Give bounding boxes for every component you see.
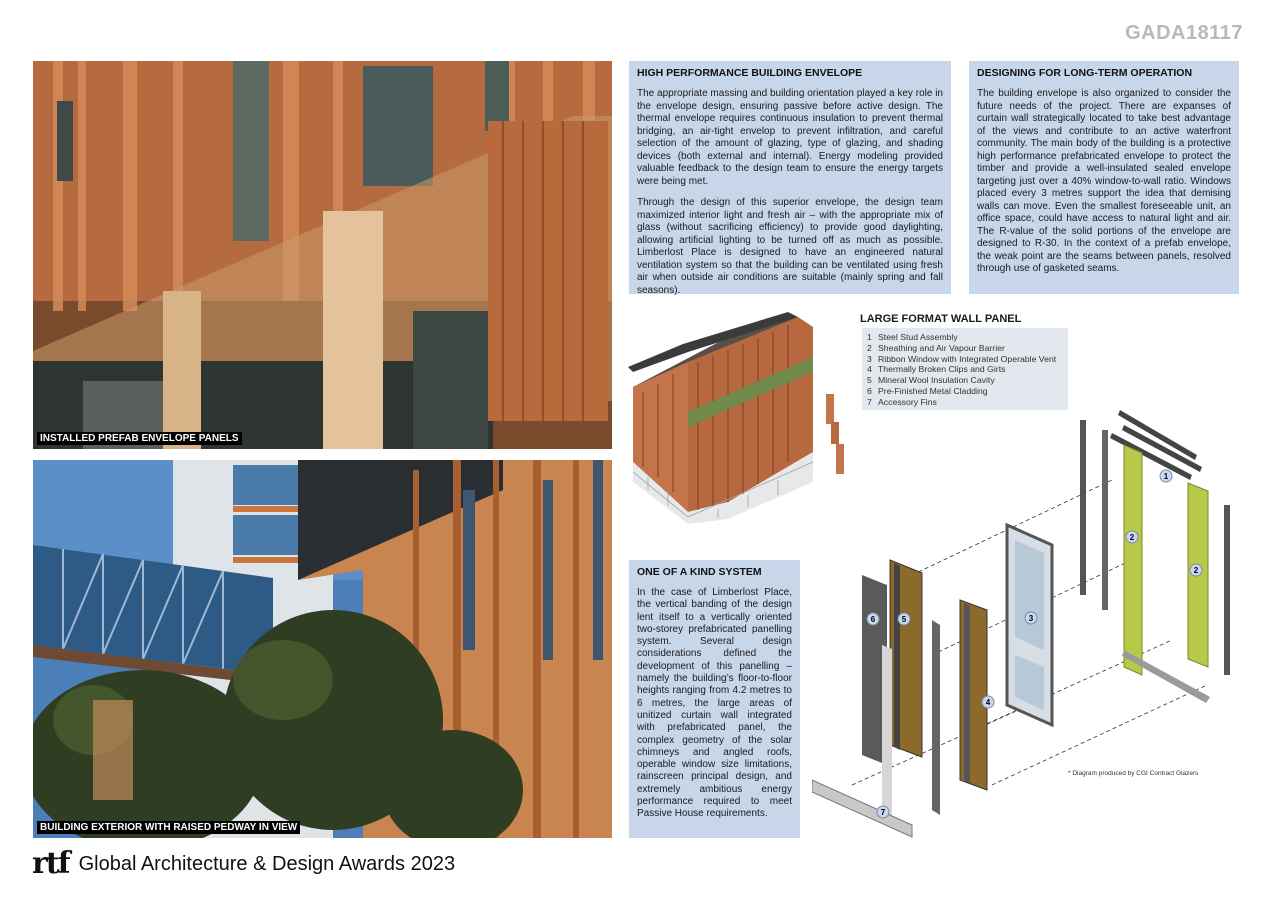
photo-caption: INSTALLED PREFAB ENVELOPE PANELS xyxy=(37,432,242,445)
rtf-logo: rtf xyxy=(32,846,69,881)
legend-item: 2 Sheathing and Air Vapour Barrier xyxy=(867,342,1005,353)
photo-exterior-pedway xyxy=(33,460,612,838)
photo-installed-panels xyxy=(33,61,612,449)
system-paragraph: In the case of Limberlost Place, the vertical banding of the design lent itself to a vertically oriented two-storey prefabricated panelling system. Several design considerations defined the development of this panelling – namely the building’s floor-to-floor heights ranging from 4.2 metres to 6 metres, the large areas of unitized curtain wall integrated with prefabricated panel, the complex geometry of the solar chimneys and angled roofs, operable window size limitations, rainscreen principal design, and extremely ambitious energy performance required to meet Passive House requirements. xyxy=(637,587,792,820)
marker-label: 3 xyxy=(1028,614,1034,623)
legend-item: 3 Ribbon Window with Integrated Operable Vent xyxy=(867,353,1057,364)
operation-paragraph: The building envelope is also organized to consider the future needs of the project. There are expanses of curtain wall strategically located to take best advantage of the views and contribute to an active waterfront community. The main body of the building is a protective high performance prefabricated envelope to protect the timber and provide a well-insulated sealed envelope targeting just over a 40% window-to-wall ratio. Windows placed every 3 metres support the idea that demising walls can move. Even the smallest foreseeable unit, an office space, could have access to natural light and air. The R-value of the solid portions of the envelope are designed to R-30. In the context of a prefab envelope, the weak point are the seams between panels, resolved through use of gasketed seams. xyxy=(977,88,1231,274)
envelope-title: HIGH PERFORMANCE BUILDING ENVELOPE xyxy=(637,67,863,79)
legend-item: 4 Thermally Broken Clips and Girts xyxy=(867,364,1006,375)
legend-item: 5 Mineral Wool Insulation Cavity xyxy=(867,375,995,386)
exploded-wall-diagram xyxy=(812,405,1252,845)
wall-panel-legend xyxy=(862,328,1068,410)
marker-label: 7 xyxy=(880,808,886,817)
project-code: GADA18117 xyxy=(1125,22,1243,44)
envelope-paragraph: Through the design of this superior envelope, the design team maximized interior light and fresh air – with the appropriate mix of glass (without sacrificing efficiency) to provide good daylighting, allowing artificial lighting to be turned off as much as possible. Limberlost Place is designed to have an engineered natural ventilation system so that the building can be ventilated using fresh air when outside air conditions are suitable (mainly spring and fall seasons). xyxy=(637,197,943,296)
photo-caption: BUILDING EXTERIOR WITH RAISED PEDWAY IN VIEW xyxy=(37,821,300,834)
marker-label: 1 xyxy=(1163,472,1169,481)
system-title: ONE OF A KIND SYSTEM xyxy=(637,566,762,578)
system-panel xyxy=(629,560,800,838)
footer xyxy=(32,846,456,881)
marker-label: 5 xyxy=(901,615,907,624)
operation-panel xyxy=(969,61,1239,294)
marker-label: 2 xyxy=(1129,533,1135,542)
marker-label: 4 xyxy=(985,698,991,707)
legend-item: 1 Steel Stud Assembly xyxy=(867,332,958,342)
wall-panel-title: LARGE FORMAT WALL PANEL xyxy=(860,313,1022,325)
diagram-footnote: * Diagram produced by CGI Contract Glazers xyxy=(1068,770,1199,777)
marker-label: 2 xyxy=(1193,566,1199,575)
marker-label: 6 xyxy=(870,615,876,624)
legend-item: 7 Accessory Fins xyxy=(867,396,937,407)
legend-item: 6 Pre-Finished Metal Cladding xyxy=(867,385,988,396)
envelope-panel xyxy=(629,61,951,294)
footer-title: Global Architecture & Design Awards 2023 xyxy=(78,852,456,875)
envelope-paragraph: The appropriate massing and building orientation played a key role in the envelope design, ensuring passive before active design. The thermal envelope requires continuous insulation to prevent thermal bridging, an air-tight envelop to prevent infiltration, and careful selection of the amount of glazing, type of glazing, and shading devices (both external and internal). Energy modeling provided valuable feedback to the design team to ensure the energy targets were being met. xyxy=(637,88,943,187)
operation-title: DESIGNING FOR LONG-TERM OPERATION xyxy=(977,67,1193,79)
